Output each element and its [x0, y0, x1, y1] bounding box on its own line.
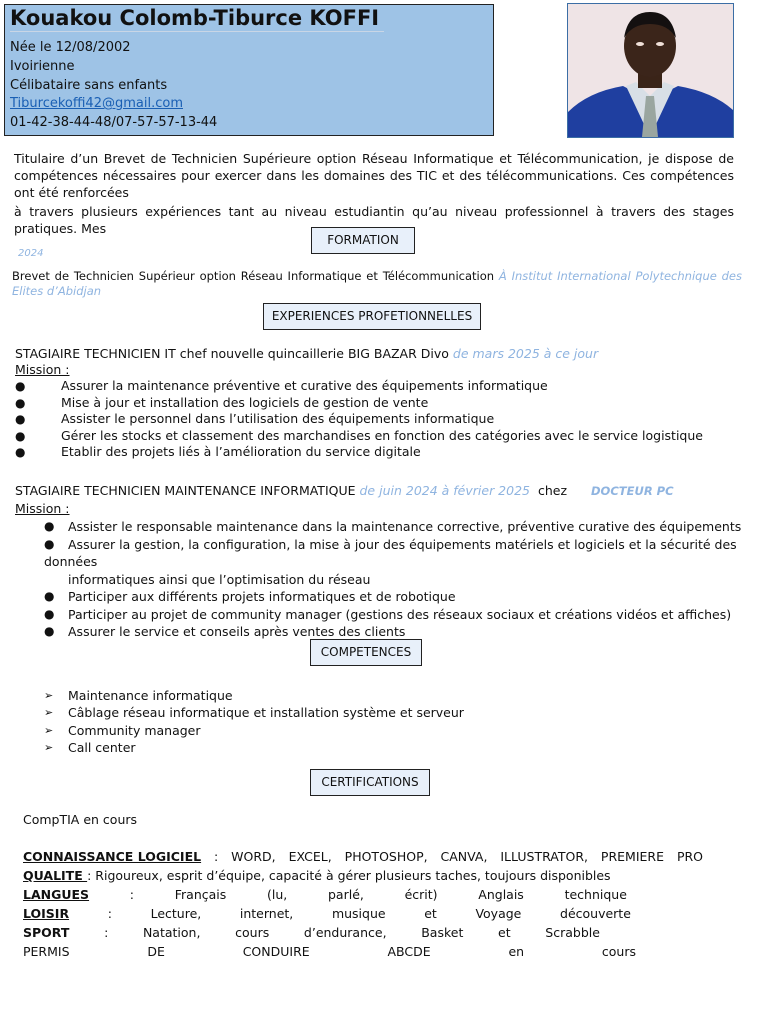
list-item: ● Assurer la maintenance préventive et curative des équipements informatique	[15, 378, 548, 393]
software-label: CONNAISSANCE LOGICIEL	[23, 849, 202, 864]
email-link[interactable]: Tiburcekoffi42@gmail.com	[10, 96, 183, 111]
summary-paragraph-1: Titulaire d’un Brevet de Technicien Supérieure option Réseau Informatique et Télécommunication, je dispose de compétences nécessaires pour exercer dans les domaines des TIC et des télécommunications. Ces compétences ont été renforcées	[14, 151, 734, 200]
list-item: ➢ Call center	[44, 739, 136, 755]
list-item: ➢ Câblage réseau informatique et installation système et serveur	[44, 705, 464, 721]
formation-year: 2024	[18, 248, 44, 259]
formation-entry	[12, 269, 742, 298]
formation-degree: Brevet de Technicien Supérieur option Réseau Informatique et Télécommunication	[12, 269, 495, 283]
qualities-value: : Rigoureux, esprit d’équipe, capacité à gérer plusieurs taches, toujours disponibles	[87, 868, 611, 883]
summary-paragraph-2: à travers plusieurs expériences tant au niveau estudiantin qu’au niveau professionnel à travers des stages pratiques. Mes	[14, 204, 734, 236]
section-formation-title: FORMATION	[311, 227, 415, 254]
list-item: ● Assister le responsable maintenance dans la maintenance corrective, préventive curative des équipements	[44, 519, 742, 534]
arrow-bullet-icon: ➢	[44, 740, 54, 754]
section-competences-title: COMPETENCES	[310, 639, 422, 666]
sport-row: SPORT : Natation, cours d’endurance, Basket et Scrabble	[23, 924, 600, 943]
experience-1-role: STAGIAIRE TECHNICIEN IT chef nouvelle quincaillerie BIG BAZAR Divo	[15, 346, 449, 361]
list-item: ● Assister le personnel dans l’utilisation des équipements informatique	[15, 411, 495, 426]
marital-status: Célibataire sans enfants	[10, 78, 168, 93]
experience-2-mission-label: Mission :	[15, 501, 70, 516]
experience-1-missions	[15, 378, 735, 461]
languages-label: LANGUES	[23, 887, 90, 902]
list-item: ● Participer au projet de community manager (gestions des réseaux sociaux et créations vidéos et affiches)	[44, 606, 732, 622]
candidate-name: Kouakou Colomb-Tiburce KOFFI	[10, 6, 384, 32]
experience-1-header	[15, 346, 598, 361]
experience-1-mission-label: Mission :	[15, 362, 70, 377]
experience-2-role: STAGIAIRE TECHNICIEN MAINTENANCE INFORMATIQUE	[15, 483, 356, 498]
sport-label: SPORT	[23, 925, 70, 940]
languages-row: LANGUES : Français (lu, parlé, écrit) Anglais technique	[23, 886, 627, 905]
section-experiences-title: EXPERIENCES PROFETIONNELLES	[263, 303, 481, 330]
competences-list	[44, 687, 644, 756]
experience-1-dates: de mars 2025 à ce jour	[452, 346, 599, 361]
list-item: ➢ Community manager	[44, 722, 201, 738]
software-skills-row: CONNAISSANCE LOGICIEL : WORD, EXCEL, PHOTOSHOP, CANVA, ILLUSTRATOR, PREMIERE PRO	[23, 848, 703, 867]
list-item: ● Participer aux différents projets informatiques et de robotique	[44, 589, 456, 604]
list-item: ● Gérer les stocks et classement des marchandises en fonction des catégories avec le service logistique	[15, 427, 703, 443]
birth-date: Née le 12/08/2002	[10, 40, 131, 55]
list-item: ● Mise à jour et installation des logiciels de gestion de vente	[15, 394, 429, 410]
hobbies-label: LOISIR	[23, 906, 70, 921]
section-certifications-title: CERTIFICATIONS	[310, 769, 430, 796]
profile-summary	[14, 150, 734, 236]
arrow-bullet-icon: ➢	[44, 706, 54, 720]
experience-2-at: chez	[537, 483, 568, 498]
list-item: ● Assurer la gestion, la configuration, la mise à jour des équipements matériels et logiciels et la sécurité des données	[44, 536, 737, 569]
experience-2-company: DOCTEUR PC	[591, 484, 674, 498]
experience-2-dates: de juin 2024 à février 2025	[359, 483, 530, 498]
list-item: ➢ Maintenance informatique	[44, 688, 233, 703]
list-item: ● Assurer le service et conseils après ventes des clients	[44, 624, 406, 639]
nationality: Ivoirienne	[10, 59, 75, 74]
arrow-bullet-icon: ➢	[44, 689, 54, 702]
certification-item: CompTIA en cours	[23, 812, 138, 827]
qualities-label: QUALITE	[23, 868, 88, 883]
qualities-row	[23, 867, 703, 886]
formation-school: À Institut International Polytechnique des Elites d’Abidjan	[12, 269, 742, 298]
driving-license-row: PERMIS DE CONDUIRE ABCDE en cours	[23, 944, 636, 959]
profile-photo	[567, 3, 734, 138]
phone-number: 01-42-38-44-48/07-57-57-13-44	[10, 115, 218, 130]
arrow-bullet-icon: ➢	[44, 723, 54, 737]
list-item-continuation: informatiques ainsi que l’optimisation du réseau	[68, 571, 371, 587]
experience-2-header	[15, 483, 674, 498]
list-item: ● Etablir des projets liés à l’amélioration du service digitale	[15, 444, 421, 459]
experience-2-missions	[44, 518, 744, 641]
hobbies-row: LOISIR : Lecture, internet, musique et Voyage découverte	[23, 905, 631, 924]
